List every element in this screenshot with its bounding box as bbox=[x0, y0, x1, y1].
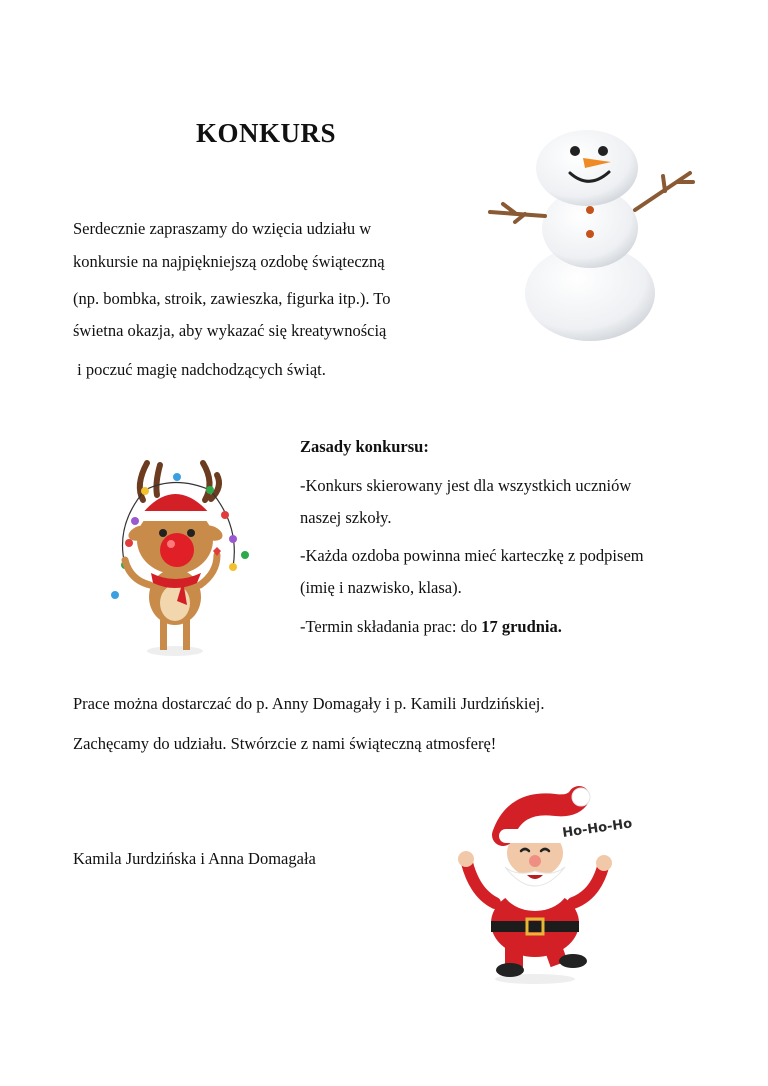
intro-line-3: (np. bombka, stroik, zawieszka, figurka itp.). To bbox=[73, 289, 391, 308]
delivery-text: Prace można dostarczać do p. Anny Domagały i p. Kamili Jurdzińskiej. bbox=[73, 694, 545, 713]
snowman-icon bbox=[485, 118, 700, 343]
intro-line-5: i poczuć magię nadchodzących świąt. bbox=[73, 360, 326, 379]
intro-line-2: konkursie na najpiękniejszą ozdobę świąteczną bbox=[73, 252, 385, 271]
santa-bubble-text: Ho-Ho-Ho bbox=[561, 816, 634, 841]
rule-1-line-2: naszej szkoły. bbox=[300, 508, 392, 527]
rule-1-line-1: -Konkurs skierowany jest dla wszystkich uczniów bbox=[300, 476, 632, 495]
intro-line-4: świetna okazja, aby wykazać się kreatywnością bbox=[73, 321, 387, 340]
signature-text: Kamila Jurdzińska i Anna Domagała bbox=[73, 849, 316, 868]
encourage-text: Zachęcamy do udziału. Stwórzcie z nami świąteczną atmosferę! bbox=[73, 734, 497, 753]
intro-line-1: Serdecznie zapraszamy do wzięcia udziału w bbox=[73, 219, 372, 238]
rule-3-text: -Termin składania prac: do bbox=[300, 617, 482, 636]
santa-icon bbox=[455, 785, 634, 985]
rule-2-line-2: (imię i nazwisko, klasa). bbox=[300, 578, 462, 597]
rule-3-date: 17 grudnia. bbox=[481, 617, 562, 636]
rule-2-line-1: -Każda ozdoba powinna mieć karteczkę z podpisem bbox=[300, 546, 644, 565]
rules-heading: Zasady konkursu: bbox=[300, 437, 429, 456]
rule-3 bbox=[300, 617, 562, 637]
page-title: KONKURS bbox=[196, 118, 337, 148]
reindeer-icon bbox=[105, 455, 255, 660]
